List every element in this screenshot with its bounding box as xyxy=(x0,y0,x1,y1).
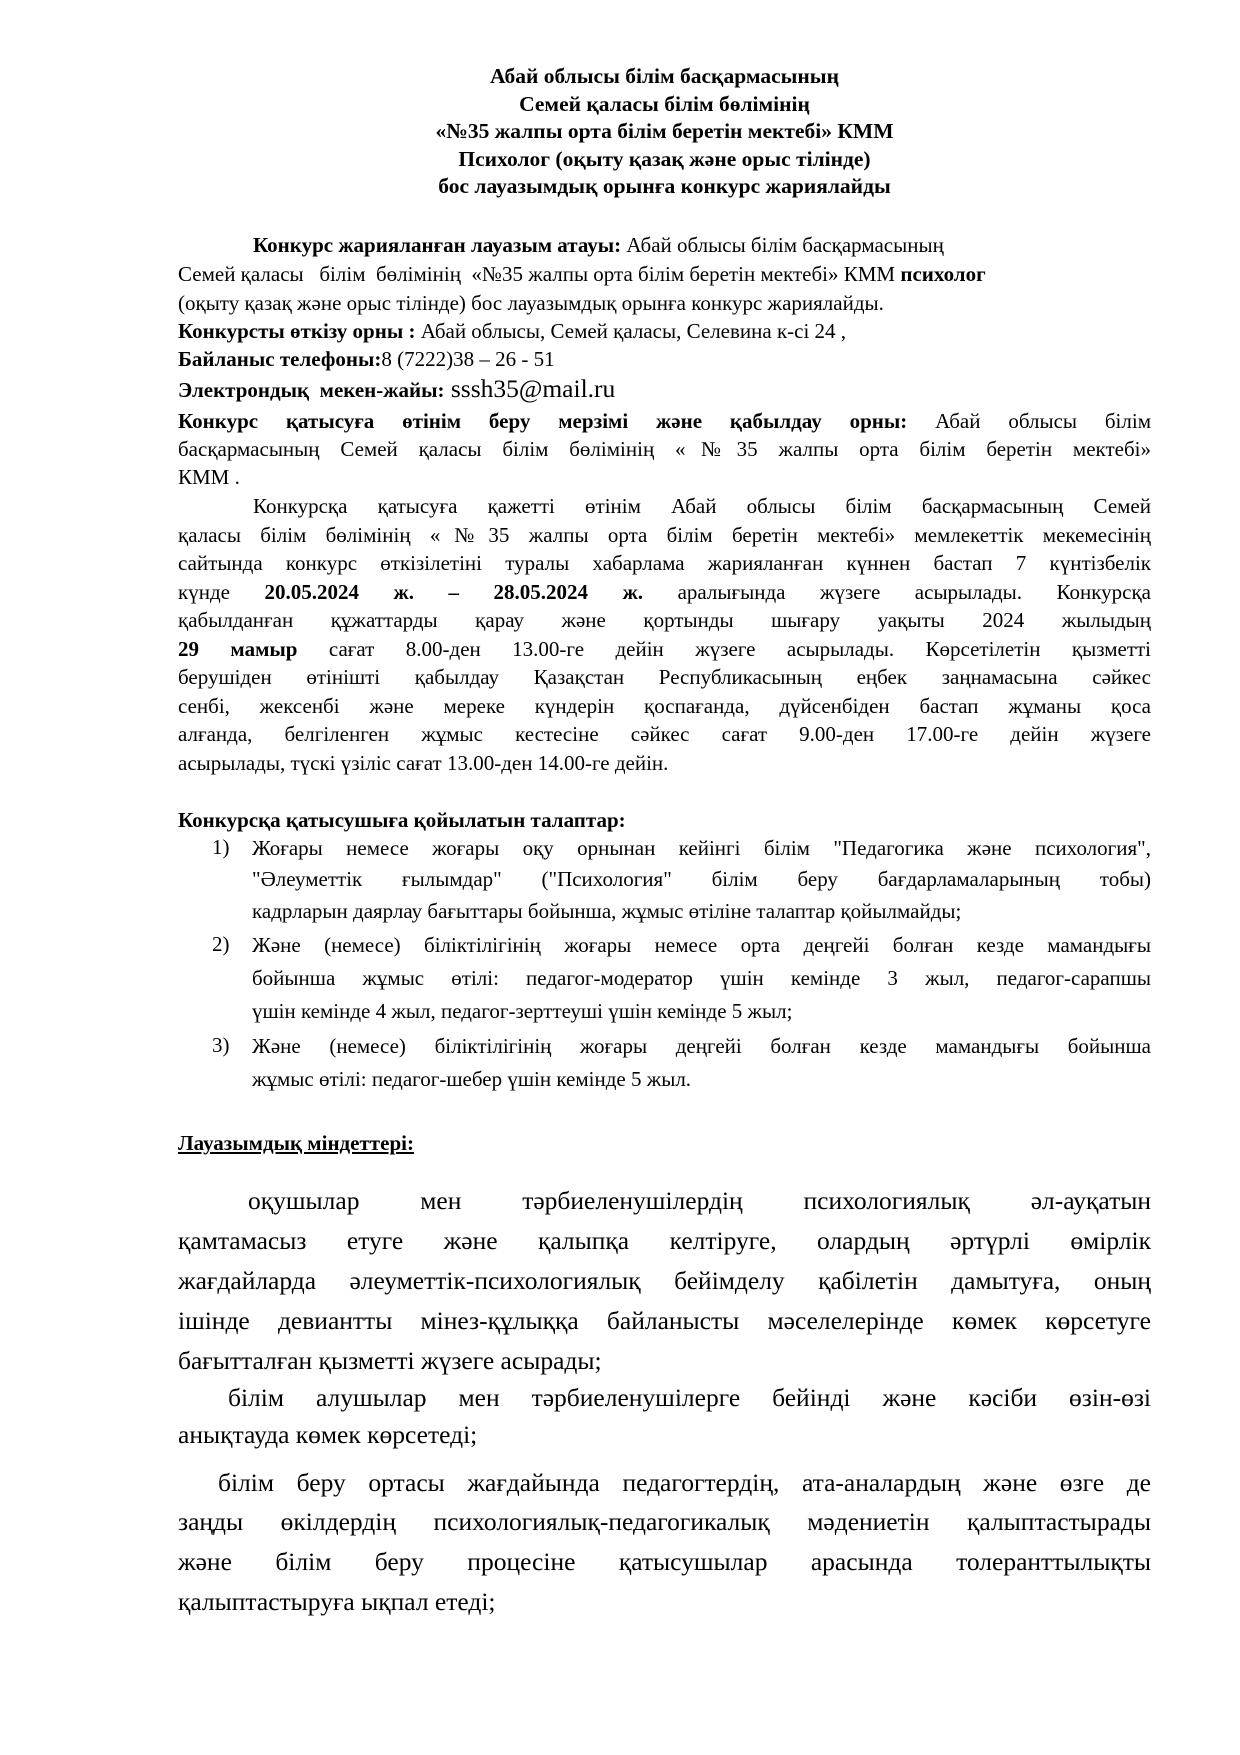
deadline-line: КММ . xyxy=(178,465,240,489)
duty-line: білім беру ортасы жағдайында педагогтердің, ата-аналардың және өзге де xyxy=(218,1468,1151,1497)
duty-line: жағдайларда әлеуметтік-психологиялық бейімделу қабілетін дамытуға, оның xyxy=(178,1266,1151,1295)
duty-line: анықтауда көмек көрсетеді; xyxy=(178,1420,478,1449)
requirement-line: Жоғары немесе жоғары оқу орнынан кейінгі білім "Педагогика және психология", xyxy=(252,836,1151,860)
requirement-line: жұмыс өтілі: педагог-шебер үшін кемінде 5 жыл. xyxy=(252,1067,692,1091)
position-line xyxy=(253,232,1226,258)
phone-value: 8 (7222)38 – 26 - 51 xyxy=(381,347,555,371)
application-line xyxy=(178,579,1151,605)
requirement-line: Және (немесе) біліктілігінің жоғары немесе орта деңгейі болған кезде мамандығы xyxy=(252,933,1151,957)
duty-line: оқушылар мен тәрбиеленушілердің психологиялық әл-ауқатын xyxy=(248,1186,1151,1215)
application-text: сағат 8.00-ден 13.00-ге дейін жүзеге асырылады. Көрсетілетін қызметті xyxy=(297,637,1152,661)
duty-line: және білім беру процесіне қатысушылар арасында толеранттылықты xyxy=(178,1547,1151,1576)
phone-line xyxy=(178,346,1151,372)
requirement-line: Және (немесе) біліктілігінің жоғары деңгейі болған кезде мамандығы бойынша xyxy=(252,1034,1151,1058)
application-line: қаласы білім бөлімінің «№35 жалпы орта білім беретін мектебі» мемлекеттік мекемесінің xyxy=(178,523,1151,547)
phone-label: Байланыс телефоны: xyxy=(178,347,382,371)
email-label: Электрондық мекен-жайы: xyxy=(178,378,445,402)
title-line: «№35 жалпы орта білім беретін мектебі» КММ xyxy=(435,119,894,144)
duties-heading: Лауазымдық міндеттері: xyxy=(178,1131,414,1155)
deadline-line: басқармасының Семей қаласы білім бөлімінің «№35 жалпы орта білім беретін мектебі» xyxy=(178,437,1151,461)
application-line: асырылады, түскі үзіліс сағат 13.00-ден 14.00-ге дейін. xyxy=(178,751,669,775)
requirement-line: "Әлеуметтік ғылымдар" ("Психология" білім беру бағдарламаларының тобы) xyxy=(252,867,1151,891)
application-line: берушіден өтінішті қабылдау Қазақстан Республикасының еңбек заңнамасына сәйкес xyxy=(178,665,1151,689)
requirements-heading: Конкурсқа қатысушыға қойылатын талаптар: xyxy=(178,808,626,832)
application-text: күнде xyxy=(178,580,265,604)
application-line: қабылданған құжаттарды қарау және қортынды шығару уақыты 2024 жылыдың xyxy=(178,608,1151,632)
duty-line: заңды өкілдердің психологиялық-педагогикалық мәдениетін қалыптастырады xyxy=(178,1507,1151,1536)
duty-line: ішінде девиантты мінез-құлыққа байланысты мәселелерінде көмек көрсетуге xyxy=(178,1306,1151,1335)
duty-line: қалыптастыруға ықпал етеді; xyxy=(178,1587,496,1616)
venue-value: Абай облысы, Семей қаласы, Селевина к-сі 24 , xyxy=(415,319,847,343)
list-number: 3) xyxy=(212,1033,230,1057)
deadline-text: Абай облысы білім xyxy=(907,409,1151,433)
application-dates: 20.05.2024 ж. – 28.05.2024 ж. xyxy=(264,580,644,604)
duty-line: бағытталған қызметті жүзеге асырады; xyxy=(178,1346,602,1375)
requirement-line: үшін кемінде 4 жыл, педагог-зерттеуші үшін кемінде 5 жыл; xyxy=(252,999,793,1023)
application-line: сайтында конкурс өткізілетіні туралы хабарлама жарияланған күннен бастап 7 күнтізбелік xyxy=(178,551,1151,575)
list-number: 1) xyxy=(212,835,230,859)
position-line: (оқыту қазақ және орыс тілінде) бос лауазымдық орынға конкурс жариялайды. xyxy=(178,291,884,315)
application-line: алғанда, белгіленген жұмыс кестесіне сәйкес сағат 9.00-ден 17.00-ге дейін жүзеге xyxy=(178,722,1151,746)
application-line xyxy=(178,636,1151,662)
requirement-line: кадрларын даярлау бағыттары бойынша, жұмыс өтіліне талаптар қойылмайды; xyxy=(252,899,962,923)
application-line: Конкурсқа қатысуға қажетті өтінім Абай облысы білім басқармасының Семей xyxy=(253,494,1151,518)
email-value[interactable]: sssh35@mail.ru xyxy=(444,374,616,403)
position-title: психолог xyxy=(900,262,986,286)
application-text: аралығында жүзеге асырылады. Конкурсқа xyxy=(643,580,1151,604)
announcement-title xyxy=(178,63,1151,201)
position-text: Семей қаласы білім бөлімінің «№35 жалпы орта білім беретін мектебі» КММ xyxy=(178,262,901,286)
requirement-line: бойынша жұмыс өтілі: педагог-модератор үшін кемінде 3 жыл, педагог-сарапшы xyxy=(252,966,1151,990)
application-date: 29 мамыр xyxy=(178,637,298,661)
title-line: Абай облысы білім басқармасының xyxy=(490,64,839,88)
deadline-label: Конкурс қатысуға өтінім беру мерзімі және қабылдау орны: xyxy=(178,409,908,433)
duty-line: қамтамасыз етуге және қалыпқа келтіруге, олардың әртүрлі өмірлік xyxy=(178,1226,1151,1255)
list-number: 2) xyxy=(212,932,230,956)
title-line: Семей қаласы білім бөлімінің xyxy=(519,91,810,116)
position-label: Конкурс жарияланған лауазым атауы: xyxy=(253,233,622,257)
duty-line: білім алушылар мен тәрбиеленушілерге бейінді және кәсіби өзін-өзі xyxy=(228,1383,1151,1412)
title-line: бос лауазымдық орынға конкурс жариялайды xyxy=(438,174,891,199)
position-text: Абай облысы білім басқармасының xyxy=(621,233,944,257)
title-line: Психолог (оқыту қазақ және орыс тілінде) xyxy=(458,146,871,171)
application-line: сенбі, жексенбі және мереке күндерін қоспағанда, дүйсенбіден бастап жұманы қоса xyxy=(178,694,1151,718)
email-line xyxy=(178,376,1151,403)
venue-line xyxy=(178,318,1151,344)
deadline-line xyxy=(178,408,1151,434)
venue-label: Конкурсты өткізу орны : xyxy=(178,319,416,343)
position-line xyxy=(178,261,1151,287)
